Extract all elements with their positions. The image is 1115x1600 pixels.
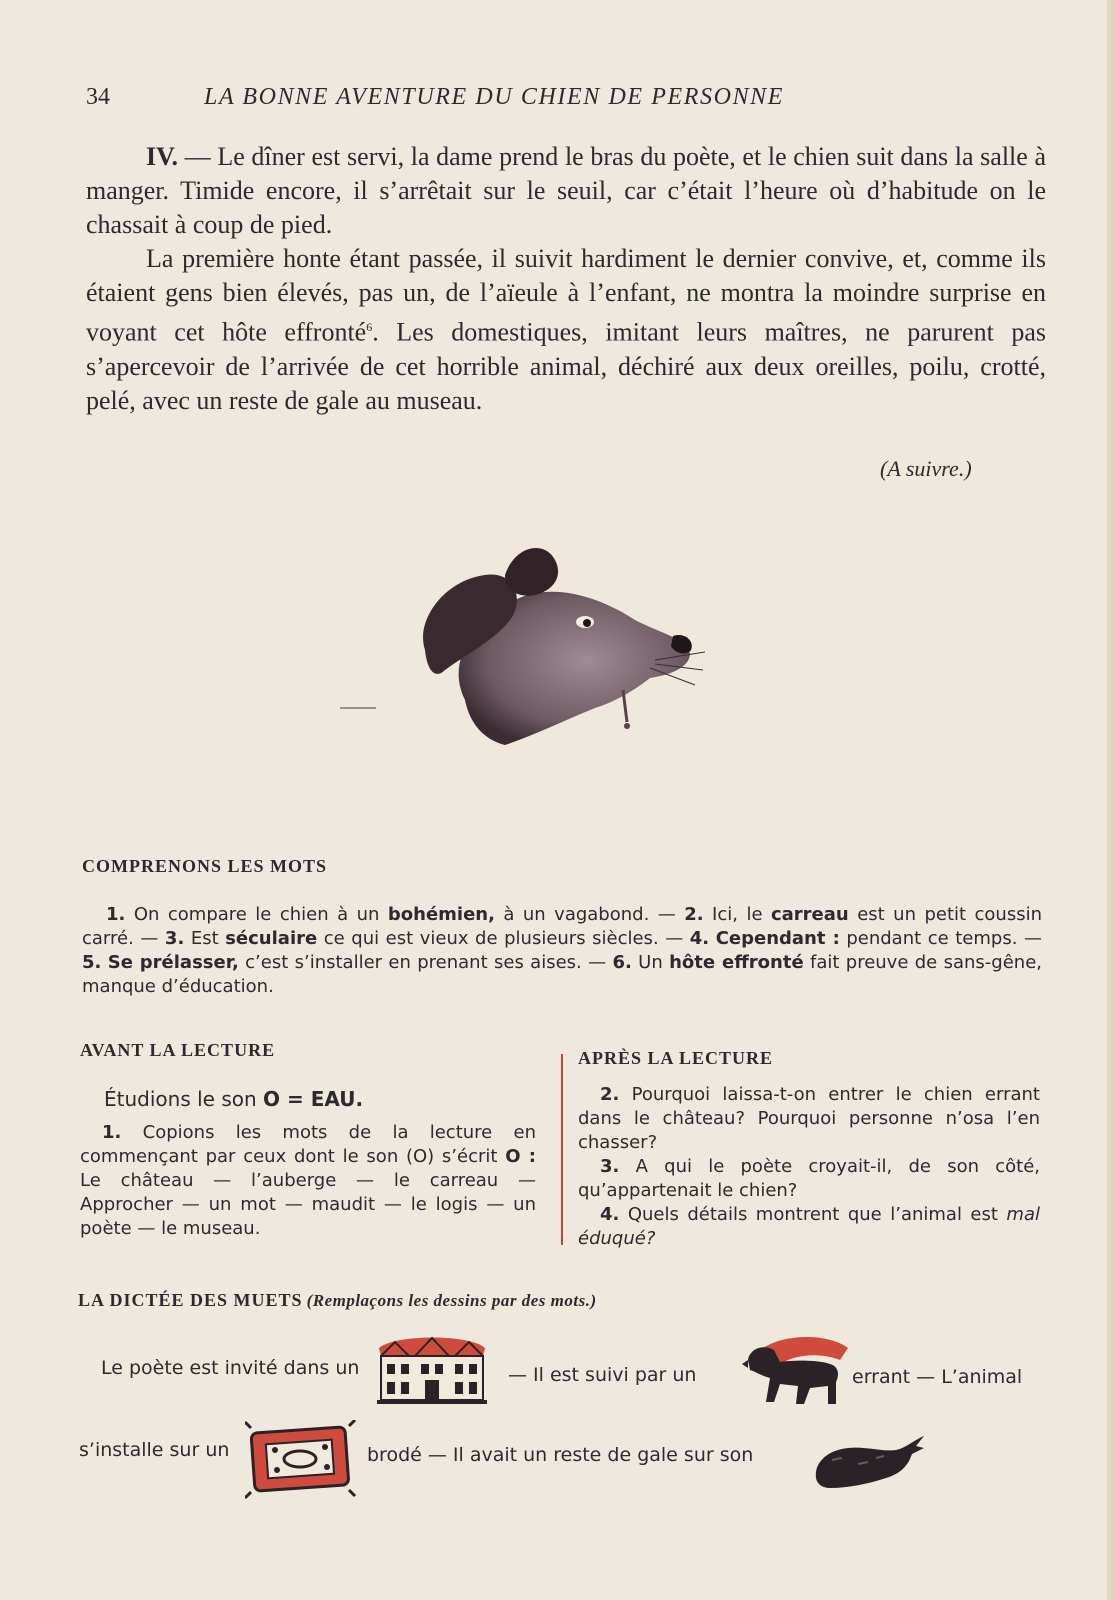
question-text-2: Pourquoi laissa-t-on entrer le chien errant dans le château? Pourquoi personne n’osa l’en chasser?: [578, 1084, 1040, 1153]
story-paragraph-1: [86, 140, 1046, 242]
vocab-word-6: hôte effronté: [669, 952, 804, 973]
dictation-heading-line: [78, 1290, 597, 1311]
vocab-text-2b: est un petit coussin carré. —: [82, 904, 1042, 949]
vocab-text-2a: Ici, le: [703, 904, 771, 925]
dictation-sentence-2: — Il est suivi par un: [508, 1364, 697, 1386]
vocab-num-6: 6.: [612, 952, 632, 973]
dictation-sentence-1: Le poète est invité dans un: [101, 1357, 360, 1379]
before-exercise-1: [80, 1121, 536, 1241]
vocabulary-heading: COMPRENONS LES MOTS: [82, 856, 328, 876]
sound-equation: O = EAU.: [263, 1087, 364, 1111]
vocab-text-1a: On compare le chien à un: [125, 904, 388, 925]
vocab-word-4: Cependant :: [715, 928, 840, 949]
question-4: [578, 1203, 1040, 1251]
before-reading-section: [80, 1040, 536, 1241]
dictation-sentence-4: s’installe sur un: [79, 1439, 230, 1461]
vocab-num-4: 4.: [689, 928, 710, 949]
castle-icon: [375, 1330, 490, 1408]
vocab-text-4b: pendant ce temps. —: [839, 928, 1042, 949]
vocab-word-3: séculaire: [225, 928, 318, 949]
paragraph-2-text-b: . Les domestiques, imitant leurs maîtres, ne parurent pas s’apercevoir de l’arrivée de cet horrible animal, déchiré aux deux oreilles, poilu, crotté, pelé, avec un reste de gale au museau.: [86, 317, 1046, 415]
vocab-word-2: carreau: [770, 904, 849, 925]
vocab-text-3a: Est: [184, 928, 226, 949]
story-paragraph-2: [86, 242, 1046, 418]
dictation-subtitle: (Remplaçons les dessins par des mots.): [306, 1291, 597, 1310]
to-be-continued: (A suivre.): [880, 456, 972, 481]
vocab-word-1: bohémien,: [387, 904, 495, 925]
paragraph-2-text-a: La première honte étant passée, il suivit hardiment le dernier convive, et, comme ils étaient gens bien élevés, pas un, de l’aïeule à l’enfant, ne montra la moindre surprise en voyant cet hôte effronté: [86, 244, 1046, 347]
muzzle-icon: [812, 1432, 927, 1492]
question-num-3: 3.: [600, 1156, 620, 1177]
dog-icon: [740, 1330, 855, 1415]
stray-dash: [340, 707, 376, 709]
after-reading-heading: APRÈS LA LECTURE: [578, 1048, 774, 1068]
before-reading-text: [80, 1121, 536, 1241]
after-reading-questions: [578, 1083, 1040, 1251]
vocab-text-6b: fait preuve de sans-gêne, manque d’éducation.: [82, 952, 1042, 997]
question-num-4: 4.: [600, 1204, 620, 1225]
after-reading-section: [578, 1048, 1040, 1251]
vocab-num-5: 5.: [82, 952, 102, 973]
question-text-4: Quels détails montrent que l’animal est: [619, 1204, 1007, 1225]
vocab-text-1b: à un vagabond. —: [494, 904, 685, 925]
page-edge: [1107, 0, 1115, 1600]
vocab-text-3b: ce qui est vieux de plusieurs siècles. —: [317, 928, 690, 949]
question-3: [578, 1155, 1040, 1203]
vocab-num-3: 3.: [164, 928, 185, 949]
footnote-ref-6: 6: [366, 320, 373, 334]
question-2: [578, 1083, 1040, 1155]
vocab-text-6a: Un: [631, 952, 670, 973]
vocab-word-5: Se prélasser,: [107, 952, 239, 973]
column-divider: [561, 1054, 563, 1245]
dictation-heading: LA DICTÉE DES MUETS: [78, 1290, 303, 1310]
sound-study-line: [104, 1087, 536, 1111]
question-text-3: A qui le poète croyait-il, de son côté, qu’appartenait le chien?: [578, 1156, 1040, 1201]
vocab-num-2: 2.: [684, 904, 704, 925]
story-text: [86, 140, 1046, 418]
sound-intro: Étudions le son: [104, 1087, 264, 1111]
cushion-icon: [245, 1420, 357, 1500]
before-letter-o: O :: [505, 1146, 536, 1167]
page-number: 34: [86, 84, 110, 110]
dictation-sentence-3: errant — L’animal: [852, 1366, 1023, 1388]
vocab-text-5b: c’est s’installer en prenant ses aises. —: [238, 952, 613, 973]
vocab-num-1: 1.: [106, 904, 126, 925]
paragraph-1-text: — Le dîner est servi, la dame prend le bras du poète, et le chien suit dans la salle à manger. Timide encore, il s’arrêtait sur le seuil, car c’était l’heure où d’habitude on le chassait à coup de pied.: [86, 142, 1046, 239]
question-num-2: 2.: [600, 1084, 620, 1105]
page-header: [86, 84, 936, 118]
vocabulary-text: [82, 903, 1042, 999]
dictation-sentence-5: brodé — Il avait un reste de gale sur son: [367, 1444, 754, 1466]
dog-head-illustration: [405, 540, 705, 760]
vocabulary-section: [82, 856, 1042, 999]
chapter-label: IV.: [146, 142, 179, 171]
before-text-1: Copions les mots de la lecture en commençant par ceux dont le son (O) s’écrit: [80, 1122, 536, 1167]
before-reading-heading: AVANT LA LECTURE: [80, 1040, 276, 1060]
before-word-list: Le château — l’auberge — le carreau — Approcher — un mot — maudit — le logis — un poète — le museau.: [80, 1170, 536, 1239]
running-title: LA BONNE AVENTURE DU CHIEN DE PERSONNE: [204, 84, 785, 110]
question-text-4-italic: mal éduqué?: [578, 1204, 1040, 1249]
before-num-1: 1.: [102, 1122, 122, 1143]
